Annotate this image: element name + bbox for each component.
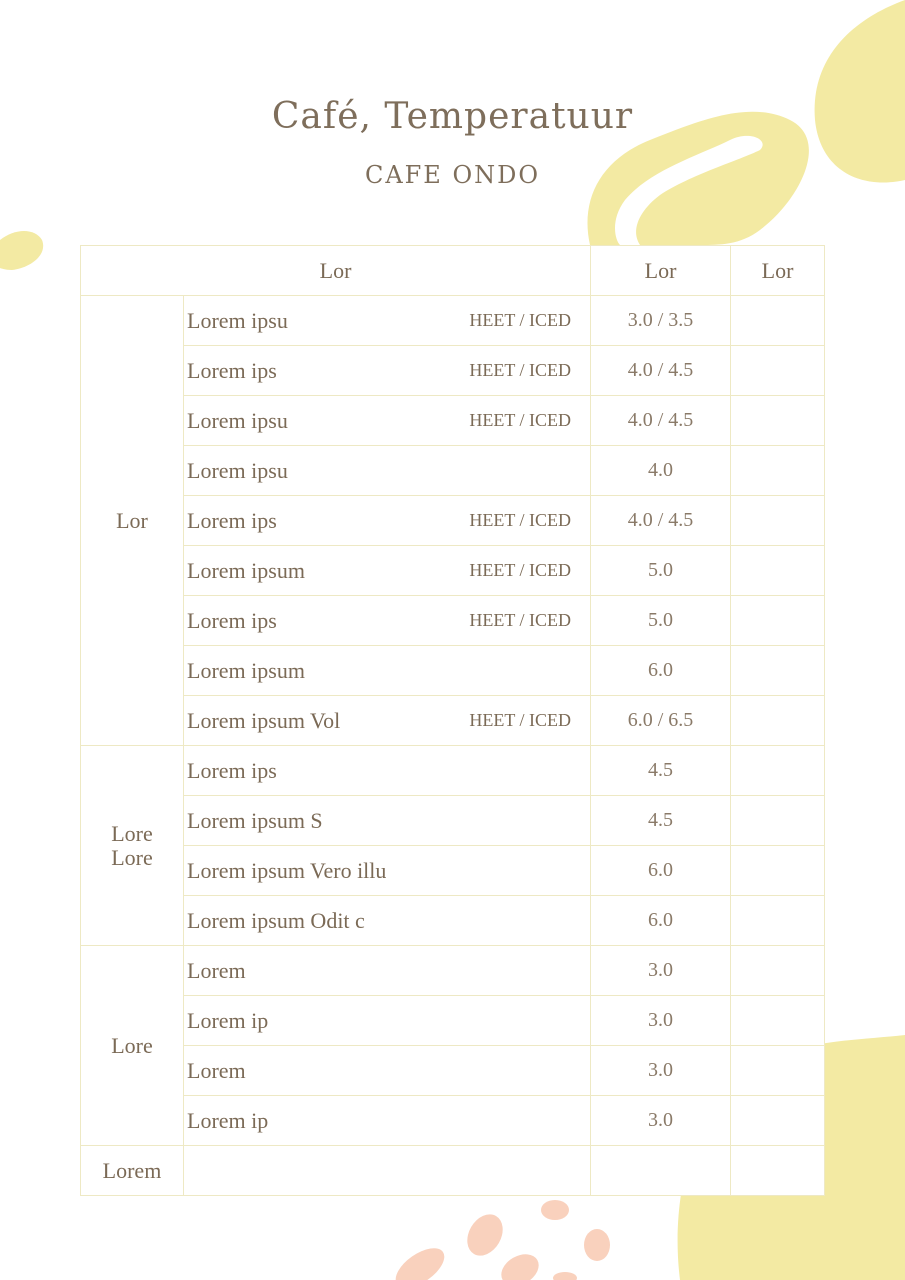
- category-label: Lore: [81, 946, 184, 1146]
- category-label: Lorem: [81, 1146, 184, 1196]
- item-price: 6.0 / 6.5: [591, 696, 731, 746]
- item-name: Lorem ip: [187, 1008, 269, 1033]
- item-temperature: HEET / ICED: [469, 410, 572, 430]
- table-row: [81, 546, 825, 596]
- table-row: [81, 446, 825, 496]
- item-name: Lorem ipsum Vol: [187, 708, 341, 733]
- item-extra: [731, 846, 825, 896]
- item-price: 6.0: [591, 646, 731, 696]
- item-extra: [731, 746, 825, 796]
- page-title: Café, Temperatuur: [271, 96, 634, 137]
- item-cell: [184, 296, 591, 346]
- item-cell: [184, 1046, 591, 1096]
- item-extra: [731, 1096, 825, 1146]
- item-name: Lorem ipsu: [187, 458, 288, 483]
- item-temperature: HEET / ICED: [469, 710, 572, 730]
- item-cell: [184, 896, 591, 946]
- item-extra: [731, 546, 825, 596]
- table-row: [81, 746, 825, 796]
- item-cell: [184, 1146, 591, 1196]
- table-row: [81, 946, 825, 996]
- item-cell: [184, 546, 591, 596]
- item-cell: [184, 346, 591, 396]
- header-item: Lor: [81, 246, 591, 296]
- item-price: 3.0: [591, 996, 731, 1046]
- category-label: Lor: [81, 296, 184, 746]
- item-temperature: HEET / ICED: [469, 560, 572, 580]
- item-cell: [184, 596, 591, 646]
- item-extra: [731, 896, 825, 946]
- item-cell: [184, 1096, 591, 1146]
- item-cell: [184, 446, 591, 496]
- item-cell: [184, 946, 591, 996]
- item-temperature: HEET / ICED: [469, 510, 572, 530]
- item-extra: [731, 396, 825, 446]
- item-extra: [731, 646, 825, 696]
- item-temperature: HEET / ICED: [469, 610, 572, 630]
- item-name: Lorem ips: [187, 758, 277, 783]
- table-row: [81, 646, 825, 696]
- table-row: [81, 396, 825, 446]
- item-cell: [184, 796, 591, 846]
- item-cell: [184, 996, 591, 1046]
- item-name: Lorem ipsu: [187, 408, 288, 433]
- table-row: [81, 846, 825, 896]
- item-name: Lorem ipsum Odit c: [187, 908, 365, 933]
- menu-table: [80, 245, 825, 1196]
- item-name: Lorem: [187, 1058, 246, 1083]
- item-price: 4.5: [591, 746, 731, 796]
- item-name: Lorem ip: [187, 1108, 269, 1133]
- item-price: 5.0: [591, 546, 731, 596]
- item-price: 6.0: [591, 846, 731, 896]
- table-row: [81, 996, 825, 1046]
- item-extra: [731, 346, 825, 396]
- item-name: Lorem ips: [187, 358, 277, 383]
- header-row: [81, 246, 825, 296]
- table-row: [81, 296, 825, 346]
- header-price: Lor: [591, 246, 731, 296]
- item-temperature: HEET / ICED: [469, 310, 572, 330]
- item-name: Lorem ipsu: [187, 308, 288, 333]
- item-extra: [731, 796, 825, 846]
- item-name: Lorem ipsum S: [187, 808, 323, 833]
- item-cell: [184, 646, 591, 696]
- table-row: [81, 1046, 825, 1096]
- item-price: 3.0: [591, 946, 731, 996]
- item-price: 4.0 / 4.5: [591, 496, 731, 546]
- yellow-blob-left: [0, 231, 43, 270]
- item-extra: [731, 946, 825, 996]
- peach-dots-bottom: [389, 1200, 610, 1280]
- item-extra: [731, 696, 825, 746]
- item-price: 6.0: [591, 896, 731, 946]
- item-name: Lorem ipsum Vero illu: [187, 858, 387, 883]
- item-extra: [731, 996, 825, 1046]
- table-row: [81, 1146, 825, 1196]
- item-price: 3.0: [591, 1046, 731, 1096]
- item-price: 3.0: [591, 1096, 731, 1146]
- item-price: 4.0 / 4.5: [591, 396, 731, 446]
- item-extra: [731, 496, 825, 546]
- item-extra: [731, 596, 825, 646]
- item-price: 4.0 / 4.5: [591, 346, 731, 396]
- item-name: Lorem ipsum: [187, 658, 305, 683]
- table-row: [81, 496, 825, 546]
- item-cell: [184, 746, 591, 796]
- item-extra: [731, 1046, 825, 1096]
- item-extra: [731, 446, 825, 496]
- item-extra: [731, 296, 825, 346]
- page-subtitle: CAFE ONDO: [364, 161, 541, 189]
- item-name: Lorem ips: [187, 508, 277, 533]
- item-cell: [184, 496, 591, 546]
- table-row: [81, 346, 825, 396]
- table-row: [81, 896, 825, 946]
- table-row: [81, 596, 825, 646]
- item-price: 5.0: [591, 596, 731, 646]
- item-name: Lorem: [187, 958, 246, 983]
- table-row: [81, 796, 825, 846]
- item-name: Lorem ipsum: [187, 558, 305, 583]
- item-price: 4.0: [591, 446, 731, 496]
- table-row: [81, 696, 825, 746]
- item-cell: [184, 696, 591, 746]
- table-row: [81, 1096, 825, 1146]
- item-price: [591, 1146, 731, 1196]
- item-cell: [184, 846, 591, 896]
- item-name: Lorem ips: [187, 608, 277, 633]
- item-extra: [731, 1146, 825, 1196]
- header-extra: Lor: [731, 246, 825, 296]
- item-temperature: HEET / ICED: [469, 360, 572, 380]
- item-cell: [184, 396, 591, 446]
- category-label: Lore Lore: [81, 746, 184, 946]
- item-price: 4.5: [591, 796, 731, 846]
- item-price: 3.0 / 3.5: [591, 296, 731, 346]
